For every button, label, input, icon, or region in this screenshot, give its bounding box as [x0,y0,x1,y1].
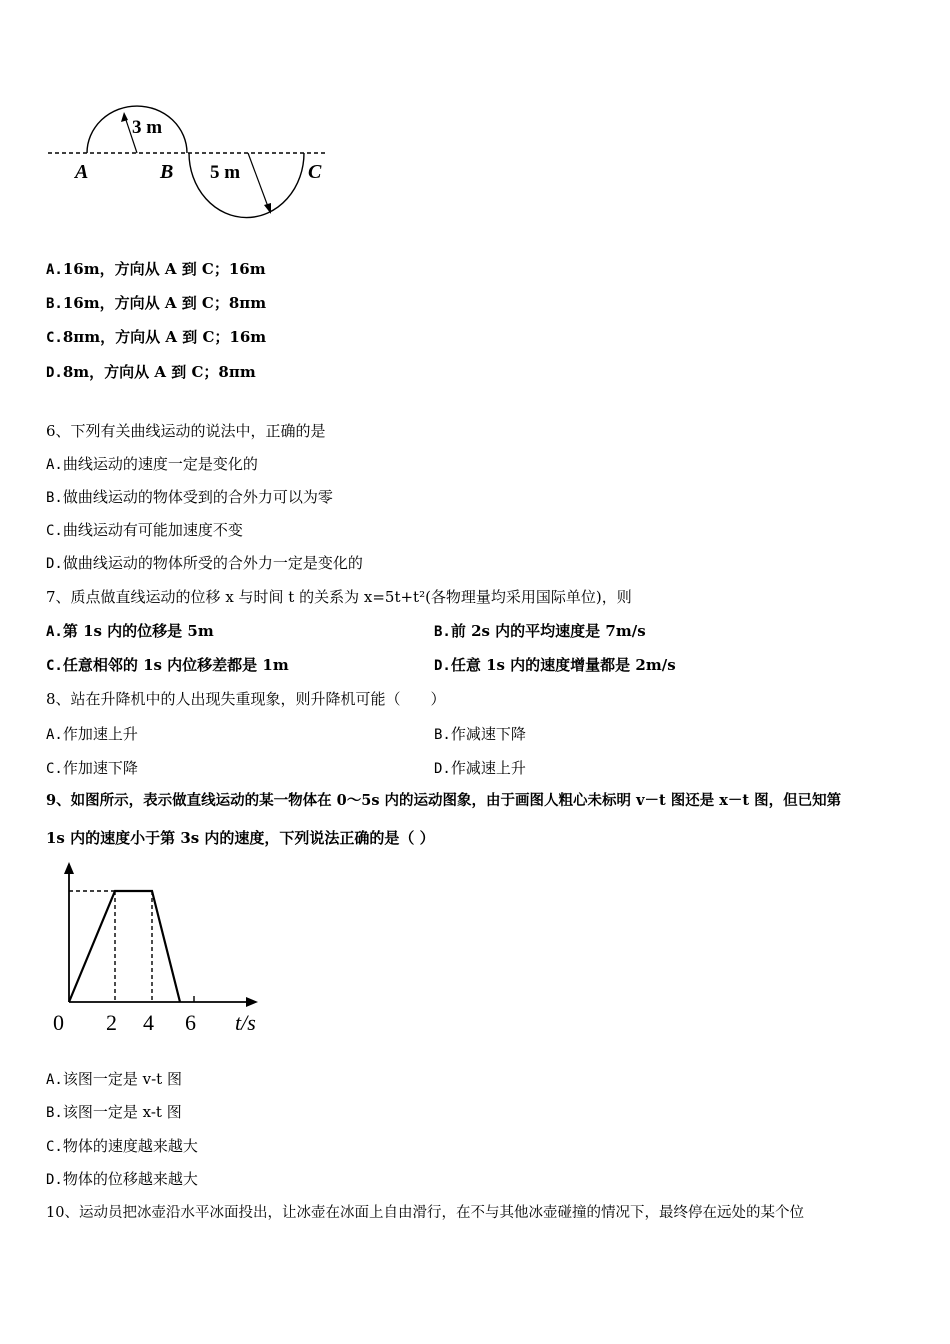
q9-motion-graph [45,860,285,1040]
q5-option-c: C.8πm，方向从 A 到 C；16m [46,328,267,346]
tick-label-0: 0 [53,1010,64,1035]
y-axis-arrow [64,862,74,874]
axis-label-t: t/s [235,1010,256,1035]
arrowhead-3m [121,112,128,122]
q10-stem: 10、运动员把冰壶沿水平冰面投出，让冰壶在冰面上自由滑行，在不与其他冰壶碰撞的情况下，最终停在远处的某个位 [46,1205,804,1221]
q7-stem: 7、质点做直线运动的位移 x 与时间 t 的关系为 x=5t+t²(各物理量均采用国际单位)，则 [46,588,632,606]
q6-option-c: C.曲线运动有可能加速度不变 [46,521,243,539]
q5-option-b: B.16m，方向从 A 到 C；8πm [46,294,267,312]
q6-option-a: A.曲线运动的速度一定是变化的 [46,455,258,473]
q6-option-d: D.做曲线运动的物体所受的合外力一定是变化的 [46,554,363,572]
label-c: C [308,161,322,183]
tick-label-6: 6 [185,1010,196,1035]
q5-option-d: D.8m，方向从 A 到 C；8πm [46,363,256,381]
radius-arrow-5m [248,153,270,212]
q8-stem: 8、站在升降机中的人出现失重现象，则升降机可能（ ） [46,690,446,708]
q5-option-a: A.16m，方向从 A 到 C；16m [46,260,266,278]
tick-label-4: 4 [143,1010,154,1035]
q9-option-d: D.物体的位移越来越大 [46,1170,198,1188]
q6-stem: 6、下列有关曲线运动的说法中，正确的是 [46,422,326,440]
q8-option-a: A.作加速上升 [46,725,138,743]
q6-option-b: B.做曲线运动的物体受到的合外力可以为零 [46,488,333,506]
label-b: B [160,161,174,183]
q9-stem-line1: 9、如图所示，表示做直线运动的某一物体在 0～5s 内的运动图象，由于画图人粗心未标明 v－t 图还是 x－t 图，但已知第 [46,792,842,809]
q9-option-b: B.该图一定是 x-t 图 [46,1103,182,1121]
q7-option-d: D.任意 1s 内的速度增量都是 2m/s [434,656,676,674]
q8-option-c: C.作加速下降 [46,759,138,777]
arrowhead-5m [264,203,271,214]
x-axis-arrow [246,997,258,1007]
tick-label-2: 2 [106,1010,117,1035]
q5-semicircle-figure [40,100,340,220]
q9-stem-line2: 1s 内的速度小于第 3s 内的速度，下列说法正确的是（ ） [46,829,435,847]
q8-option-d: D.作减速上升 [434,759,526,777]
q9-option-c: C.物体的速度越来越大 [46,1137,198,1155]
q7-option-c: C.任意相邻的 1s 内位移差都是 1m [46,656,289,674]
label-a: A [75,161,89,183]
q7-option-b: B.前 2s 内的平均速度是 7m/s [434,622,646,640]
q9-option-a: A.该图一定是 v-t 图 [46,1070,182,1088]
q8-option-b: B.作减速下降 [434,725,526,743]
large-semicircle [189,153,304,218]
graph-line [69,891,180,1002]
label-5m: 5 m [210,162,241,183]
label-3m: 3 m [132,117,163,138]
q7-option-a: A.第 1s 内的位移是 5m [46,622,214,640]
